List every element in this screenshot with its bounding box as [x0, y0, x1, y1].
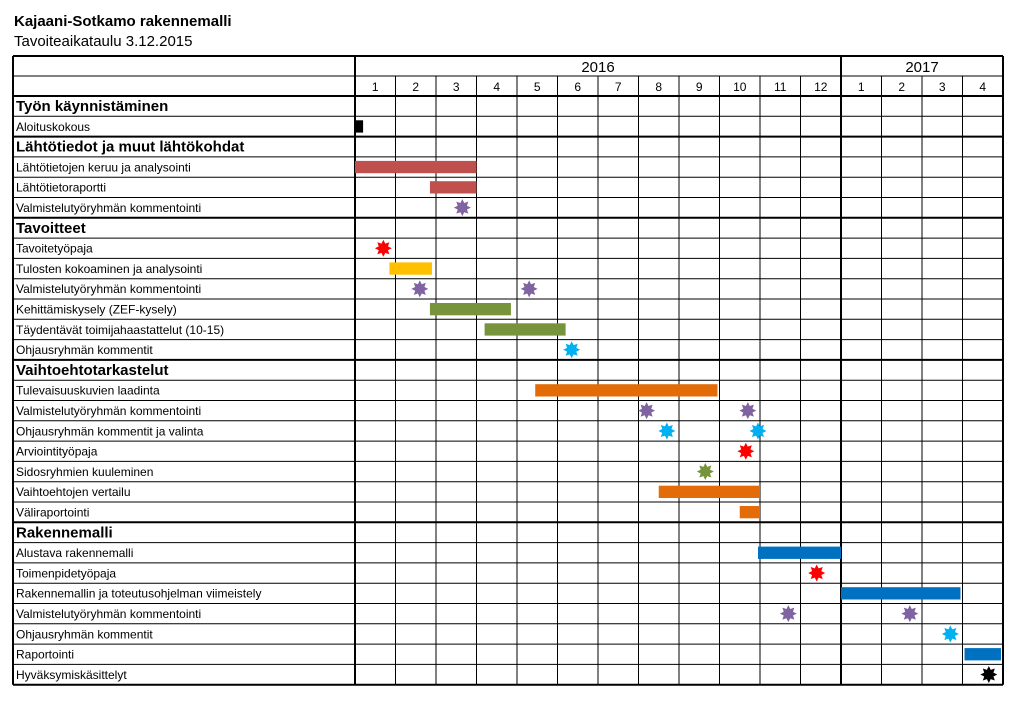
month-label: 4 — [493, 80, 501, 94]
milestone-star-icon — [980, 666, 997, 683]
chart-title: Kajaani-Sotkamo rakennemalli — [14, 13, 232, 30]
month-label: 3 — [452, 80, 460, 94]
task-label: Kehittämiskysely (ZEF-kysely) — [16, 302, 177, 317]
milestone-star-icon — [375, 240, 392, 257]
month-label: 1 — [857, 80, 865, 94]
milestone-star-icon — [454, 199, 471, 216]
section-header: Työn käynnistäminen — [16, 98, 169, 115]
task-bar — [389, 262, 432, 274]
month-label: 1 — [371, 80, 379, 94]
month-label: 2 — [412, 80, 420, 94]
milestone-star-icon — [780, 605, 797, 622]
section-header: Vaihtoehtotarkastelut — [16, 361, 169, 379]
task-label: Ohjausryhmän kommentit — [16, 343, 153, 358]
task-label: Sidosryhmien kuuleminen — [16, 464, 154, 479]
task-bar — [740, 506, 760, 518]
task-bar — [355, 161, 477, 173]
milestone-star-icon — [521, 280, 538, 297]
task-bar — [485, 323, 566, 335]
milestone-star-icon — [901, 605, 918, 622]
milestone-star-icon — [808, 565, 825, 582]
milestone-star-icon — [737, 443, 754, 460]
task-label: Aloituskokous — [16, 119, 91, 134]
task-label: Lähtötietoraportti — [16, 180, 107, 195]
task-label: Täydentävät toimijahaastattelut (10-15) — [16, 322, 225, 337]
task-label: Hyväksymiskäsittelyt — [16, 667, 127, 682]
month-label: 7 — [614, 80, 622, 94]
task-label: Lähtötietojen keruu ja analysointi — [16, 160, 191, 175]
milestone-star-icon — [411, 280, 428, 297]
task-label: Tavoitetyöpaja — [16, 241, 93, 256]
task-label: Arviointityöpaja — [16, 444, 98, 459]
milestone-star-icon — [697, 463, 714, 480]
task-label: Raportointi — [16, 647, 75, 662]
section-header: Lähtötiedot ja muut lähtökohdat — [16, 138, 245, 156]
month-label: 8 — [655, 80, 663, 94]
task-label: Ohjausryhmän kommentit — [16, 627, 153, 642]
month-label: 12 — [814, 80, 828, 94]
task-bar — [965, 648, 1001, 660]
milestone-star-icon — [658, 422, 675, 439]
year-label: 2017 — [905, 59, 939, 76]
month-label: 5 — [533, 80, 541, 94]
task-label: Valmistelutyöryhmän kommentointi — [16, 404, 202, 418]
task-bar — [758, 547, 841, 559]
task-label: Väliraportointi — [16, 505, 90, 520]
task-label: Alustava rakennemalli — [16, 546, 134, 561]
task-bar — [535, 384, 717, 396]
milestone-star-icon — [942, 625, 959, 642]
month-label: 10 — [733, 80, 747, 94]
task-label: Valmistelutyöryhmän kommentointi — [16, 282, 202, 297]
task-bar — [430, 303, 511, 315]
section-header: Rakennemalli — [16, 524, 113, 542]
task-label: Rakennemallin ja toteutusohjelman viimeistely — [16, 586, 262, 601]
task-bar — [430, 181, 477, 193]
milestone-star-icon — [749, 422, 766, 439]
month-label: 3 — [938, 80, 946, 94]
month-label: 11 — [774, 80, 787, 94]
chart-subtitle: Tavoiteaikataulu 3.12.2015 — [14, 33, 193, 50]
year-label: 2016 — [581, 59, 615, 76]
month-label: 9 — [695, 80, 703, 94]
task-label: Toimenpidetyöpaja — [16, 566, 117, 581]
milestone-star-icon — [563, 341, 580, 358]
month-label: 6 — [574, 80, 582, 94]
month-label: 4 — [979, 80, 987, 94]
milestone-star-icon — [638, 402, 655, 419]
month-label: 2 — [898, 80, 906, 94]
task-label: Valmistelutyöryhmän kommentointi — [16, 201, 202, 215]
task-bar — [841, 587, 960, 599]
task-bar — [659, 486, 760, 498]
section-header: Tavoitteet — [16, 219, 86, 237]
task-bar — [355, 120, 363, 132]
task-label: Vaihtoehtojen vertailu — [16, 485, 131, 500]
task-label: Tulevaisuuskuvien laadinta — [16, 383, 160, 398]
milestone-star-icon — [739, 402, 756, 419]
task-label: Tulosten kokoaminen ja analysointi — [16, 261, 203, 276]
task-label: Valmistelutyöryhmän kommentointi — [16, 607, 202, 621]
task-label: Ohjausryhmän kommentit ja valinta — [16, 424, 204, 439]
